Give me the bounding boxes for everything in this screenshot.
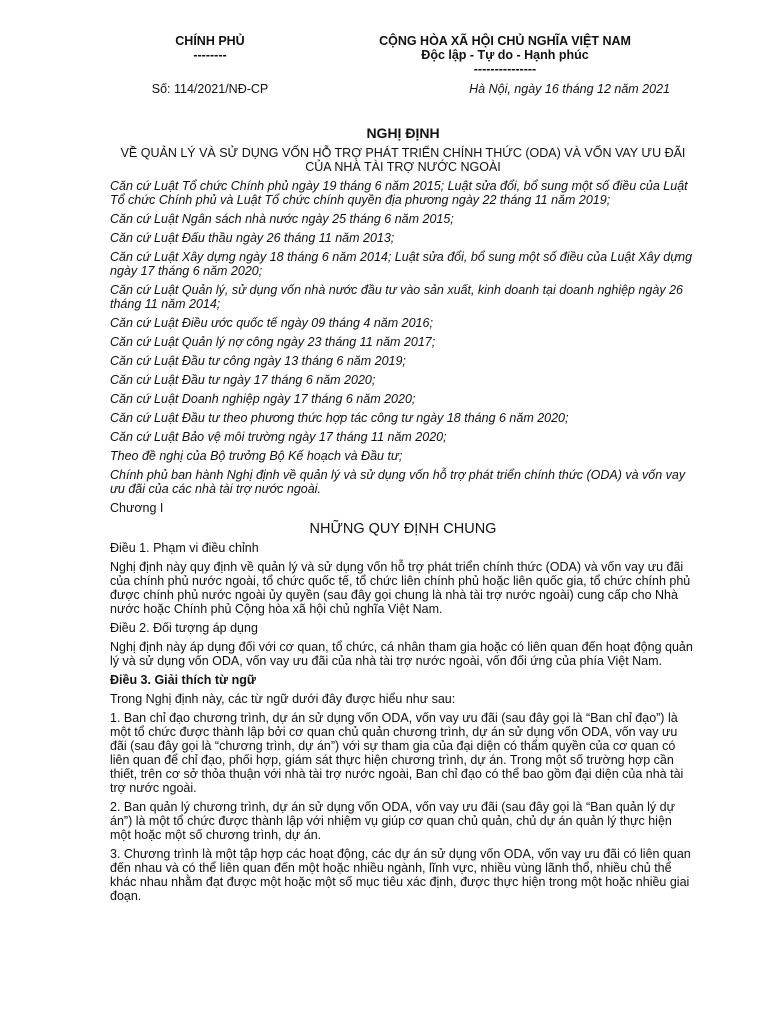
preamble-item: Căn cứ Luật Quản lý, sử dụng vốn nhà nước đầu tư vào sản xuất, kinh doanh tại doanh nghiệp ngày 26 tháng 11 năm 2014;: [110, 283, 683, 311]
article-body: Nghị định này áp dụng đối với cơ quan, tổ chức, cá nhân tham gia hoặc có liên quan đến hoạt động quản lý và sử dụng vốn ODA, vốn vay ưu đãi của nhà tài trợ nước ngoài, vốn đối ứng của phía Việt Nam.: [110, 640, 693, 668]
preamble-item: Theo đề nghị của Bộ trưởng Bộ Kế hoạch và Đầu tư;: [110, 449, 403, 463]
preamble-item: Căn cứ Luật Quản lý nợ công ngày 23 tháng 11 năm 2017;: [110, 335, 436, 349]
decree-document: [110, 34, 696, 903]
document-subtitle: VỀ QUẢN LÝ VÀ SỬ DỤNG VỐN HỖ TRỢ PHÁT TRIỂN CHÍNH THỨC (ODA) VÀ VỐN VAY ƯU ĐÃI CỦA NHÀ TÀI TRỢ NƯỚC NGOÀI: [120, 146, 686, 174]
preamble-item: Căn cứ Luật Đầu tư ngày 17 tháng 6 năm 2020;: [110, 373, 376, 387]
article-clause: 1. Ban chỉ đạo chương trình, dự án sử dụng vốn ODA, vốn vay ưu đãi (sau đây gọi là “Ban chỉ đạo”) là một tổ chức được thành lập bởi cơ quan chủ quản chương trình, dự án sử dụng vốn ODA, vốn vay ưu đãi (sau đây gọi là “chương trình, dự án”) với sự tham gia của đại diện có thẩm quyền của cơ quan có liên quan để chỉ đạo, phối hợp, giám sát thực hiện chương trình, dự án. Trong một số trường hợp cần thiết, trên cơ sở thỏa thuận với nhà tài trợ nước ngoài, Ban chỉ đạo có thể bao gồm đại diện của nhà tài trợ nước ngoài.: [110, 711, 684, 795]
issuer-divider: --------: [193, 48, 227, 62]
preamble-item: Căn cứ Luật Xây dựng ngày 18 tháng 6 năm 2014; Luật sửa đổi, bổ sung một số điều của Luật Xây dựng ngày 17 tháng 6 năm 2020;: [110, 250, 693, 278]
preamble-item: Căn cứ Luật Doanh nghiệp ngày 17 tháng 6 năm 2020;: [110, 392, 416, 406]
preamble-item: Căn cứ Luật Điều ước quốc tế ngày 09 tháng 4 năm 2016;: [110, 316, 433, 330]
issuer-name: CHÍNH PHỦ: [175, 34, 245, 48]
document-date: Hà Nội, ngày 16 tháng 12 năm 2021: [469, 82, 670, 96]
preamble-item: Căn cứ Luật Bảo vệ môi trường ngày 17 tháng 11 năm 2020;: [110, 430, 447, 444]
motto: Độc lập - Tự do - Hạnh phúc: [421, 48, 589, 62]
document-number: Số: 114/2021/NĐ-CP: [151, 82, 269, 96]
country-name: CỘNG HÒA XÃ HỘI CHỦ NGHĨA VIỆT NAM: [379, 34, 631, 48]
article-clause: 2. Ban quản lý chương trình, dự án sử dụng vốn ODA, vốn vay ưu đãi (sau đây gọi là “Ban quản lý dự án”) là một tổ chức được thành lập với nhiệm vụ giúp cơ quan chủ quản, chủ dự án quản lý thực hiện một hoặc một số chương trình, dự án.: [110, 800, 675, 842]
article-heading: Điều 2. Đối tượng áp dụng: [110, 621, 258, 635]
preamble-item: Căn cứ Luật Đầu tư công ngày 13 tháng 6 năm 2019;: [110, 354, 406, 368]
document-title: NGHỊ ĐỊNH: [366, 125, 440, 141]
issuer-block: [110, 34, 310, 62]
preamble: [110, 179, 696, 496]
chapter-title: NHỮNG QUY ĐỊNH CHUNG: [309, 521, 497, 537]
preamble-item: Chính phủ ban hành Nghị định về quản lý và sử dụng vốn hỗ trợ phát triển chính thức (ODA) và vốn vay ưu đãi của các nhà tài trợ nước ngoài.: [110, 468, 686, 496]
document-header: [110, 34, 696, 100]
article-body: Nghị định này quy định về quản lý và sử dụng vốn hỗ trợ phát triển chính thức (ODA) và vốn vay ưu đãi của chính phủ nước ngoài, tổ chức quốc tế, tổ chức liên chính phủ hoặc liên quốc gia, tổ chức chính phủ được chính phủ nước ngoài ủy quyền (sau đây gọi chung là nhà tài trợ nước ngoài) cung cấp cho Nhà nước hoặc Chính phủ Cộng hòa xã hội chủ nghĩa Việt Nam.: [110, 560, 691, 616]
article-heading: Điều 1. Phạm vi điều chỉnh: [110, 541, 259, 555]
national-motto-block: [340, 34, 670, 76]
chapter-label: Chương I: [110, 501, 164, 515]
article-clause: 3. Chương trình là một tập hợp các hoạt động, các dự án sử dụng vốn ODA, vốn vay ưu đãi có liên quan đến nhau và có thể liên quan đến một hoặc nhiều ngành, lĩnh vực, nhiều vùng lãnh thổ, nhiều chủ thể khác nhau nhằm đạt được một hoặc một số mục tiêu xác định, được thực hiện trong một hoặc nhiều giai đoạn.: [110, 847, 691, 903]
preamble-item: Căn cứ Luật Ngân sách nhà nước ngày 25 tháng 6 năm 2015;: [110, 212, 454, 226]
article-heading: Điều 3. Giải thích từ ngữ: [110, 673, 256, 687]
motto-divider: ---------------: [473, 62, 537, 76]
preamble-item: Căn cứ Luật Tổ chức Chính phủ ngày 19 tháng 6 năm 2015; Luật sửa đổi, bổ sung một số điều của Luật Tổ chức Chính phủ và Luật Tổ chức chính quyền địa phương ngày 22 tháng 11 năm 2019;: [110, 179, 688, 207]
article-intro: Trong Nghị định này, các từ ngữ dưới đây được hiểu như sau:: [110, 692, 456, 706]
preamble-item: Căn cứ Luật Đầu tư theo phương thức hợp tác công tư ngày 18 tháng 6 năm 2020;: [110, 411, 569, 425]
preamble-item: Căn cứ Luật Đấu thầu ngày 26 tháng 11 năm 2013;: [110, 231, 395, 245]
